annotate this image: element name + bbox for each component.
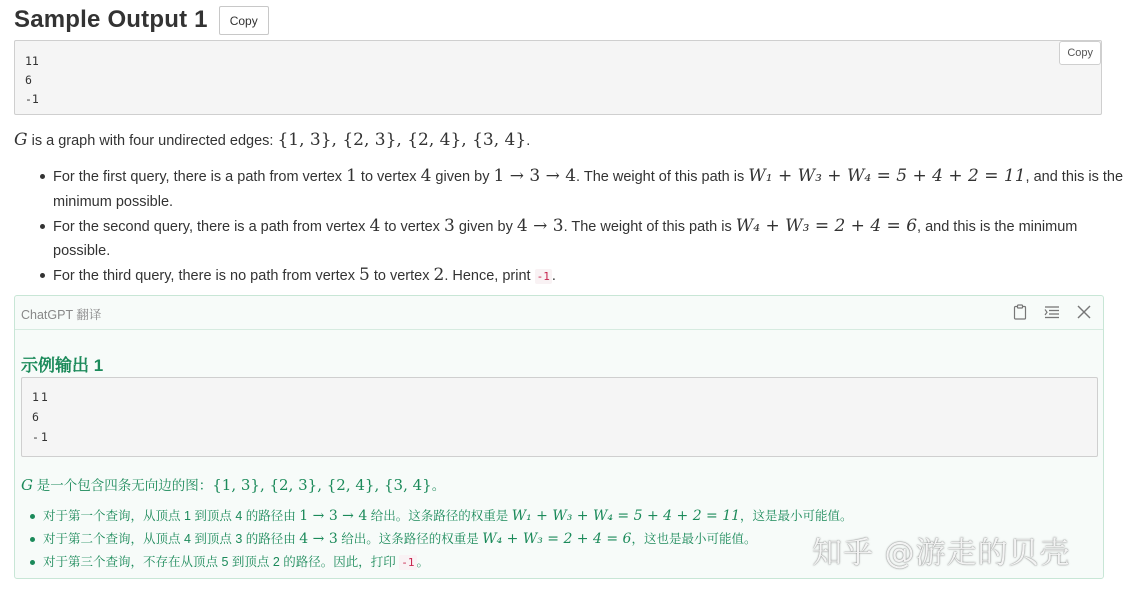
math-path: 4 → 3: [299, 531, 338, 547]
close-icon[interactable]: [1075, 303, 1093, 321]
item-text: For the second query, there is a path from vertex: [53, 218, 370, 235]
intro-end: .: [526, 133, 531, 149]
translated-heading: 示例输出 1: [21, 356, 104, 375]
math-weight: W₄ + W₃ = 2 + 4 = 6: [482, 531, 632, 547]
item-text: For the third query, there is no path from vertex: [53, 268, 359, 284]
inline-code: -1: [401, 556, 415, 569]
watermark: 知乎 @游走的贝壳: [812, 536, 1071, 571]
item-text: to vertex: [380, 218, 444, 235]
math-vertex: 3: [443, 215, 455, 236]
item-text: ，这也是最小可能值。: [631, 532, 757, 546]
item-text: For the first query, there is a path from vertex: [53, 169, 347, 185]
math-vertex: 4: [420, 166, 432, 186]
panel-title: ChatGPT 翻译: [21, 308, 102, 322]
item-text: ，这是最小可能值。: [740, 509, 853, 523]
math-path: 4 → 3: [516, 215, 564, 236]
list-item: [43, 505, 853, 528]
math-vertex: 1: [346, 166, 357, 186]
math-vertex: 4: [369, 215, 381, 236]
item-text: .: [551, 268, 556, 284]
intro-end: 。: [431, 478, 446, 493]
intro-text: 是一个包含四条无向边的图：: [32, 478, 213, 493]
math-path: 1 → 3 → 4: [493, 166, 577, 186]
edge-list: {1, 3}, {2, 3}, {2, 4}, {3, 4}: [212, 476, 432, 494]
copy-button-output[interactable]: Copy: [1059, 41, 1101, 65]
math-weight: W₄ + W₃ = 2 + 4 = 6: [735, 215, 918, 236]
intro-text: is a graph with four undirected edges:: [27, 133, 278, 149]
graph-symbol: G: [14, 130, 28, 150]
math-vertex: 5: [358, 265, 370, 285]
graph-symbol: G: [21, 476, 33, 494]
item-text: . The weight of this path is: [576, 169, 749, 185]
item-text: 对于第一个查询，从顶点 1 到顶点 4 的路径由: [43, 509, 300, 523]
panel-header: [15, 296, 1103, 330]
sample-output-box: [14, 40, 1102, 115]
item-text: given by: [431, 169, 494, 185]
edge-list: {1, 3}, {2, 3}, {2, 4}, {3, 4}: [277, 130, 527, 150]
item-text: to vertex: [356, 169, 421, 185]
item-text: , and this is the minimum possible.: [53, 218, 1078, 259]
item-text: to vertex: [369, 268, 434, 284]
panel-actions: [1011, 303, 1093, 321]
item-text: given by: [454, 218, 517, 235]
sample-output-text[interactable]: 11 6 -1: [25, 54, 39, 106]
item-text: . Hence, print: [444, 268, 535, 284]
list-item: [53, 263, 1133, 290]
item-text: 给出。这条路径的权重是: [337, 532, 483, 546]
explanation-list: [22, 164, 1133, 289]
math-vertex: 2: [433, 265, 445, 285]
item-text: 对于第二个查询，从顶点 4 到顶点 3 的路径由: [43, 532, 300, 546]
list-item: [43, 528, 853, 551]
list-item: [43, 551, 853, 574]
item-text: . The weight of this path is: [563, 218, 736, 235]
list-item: [53, 214, 1133, 264]
copy-button-header[interactable]: Copy: [219, 6, 269, 35]
translated-output-box: [21, 377, 1098, 457]
item-text: 。: [416, 555, 430, 569]
clipboard-icon[interactable]: [1011, 303, 1029, 321]
page-title: Sample Output 1: [14, 6, 208, 33]
list-item: [53, 164, 1133, 214]
inline-code: -1: [536, 270, 550, 283]
math-weight: W₁ + W₃ + W₄ = 5 + 4 + 2 = 11: [511, 508, 741, 524]
sample-output-header: [14, 4, 269, 36]
explanation-intro: [14, 128, 530, 153]
math-path: 1 → 3 → 4: [299, 508, 368, 524]
item-text: 给出。这条路径的权重是: [367, 509, 512, 523]
translated-list: [21, 505, 853, 574]
translated-intro: [21, 474, 445, 497]
list-icon[interactable]: [1043, 303, 1061, 321]
item-text: , and this is the minimum possible.: [53, 169, 1124, 210]
translated-output-text[interactable]: 11 6 -1: [32, 390, 50, 444]
math-weight: W₁ + W₃ + W₄ = 5 + 4 + 2 = 11: [748, 166, 1026, 186]
item-text: 对于第三个查询，不存在从顶点 5 到顶点 2 的路径。因此，打印: [43, 555, 400, 569]
